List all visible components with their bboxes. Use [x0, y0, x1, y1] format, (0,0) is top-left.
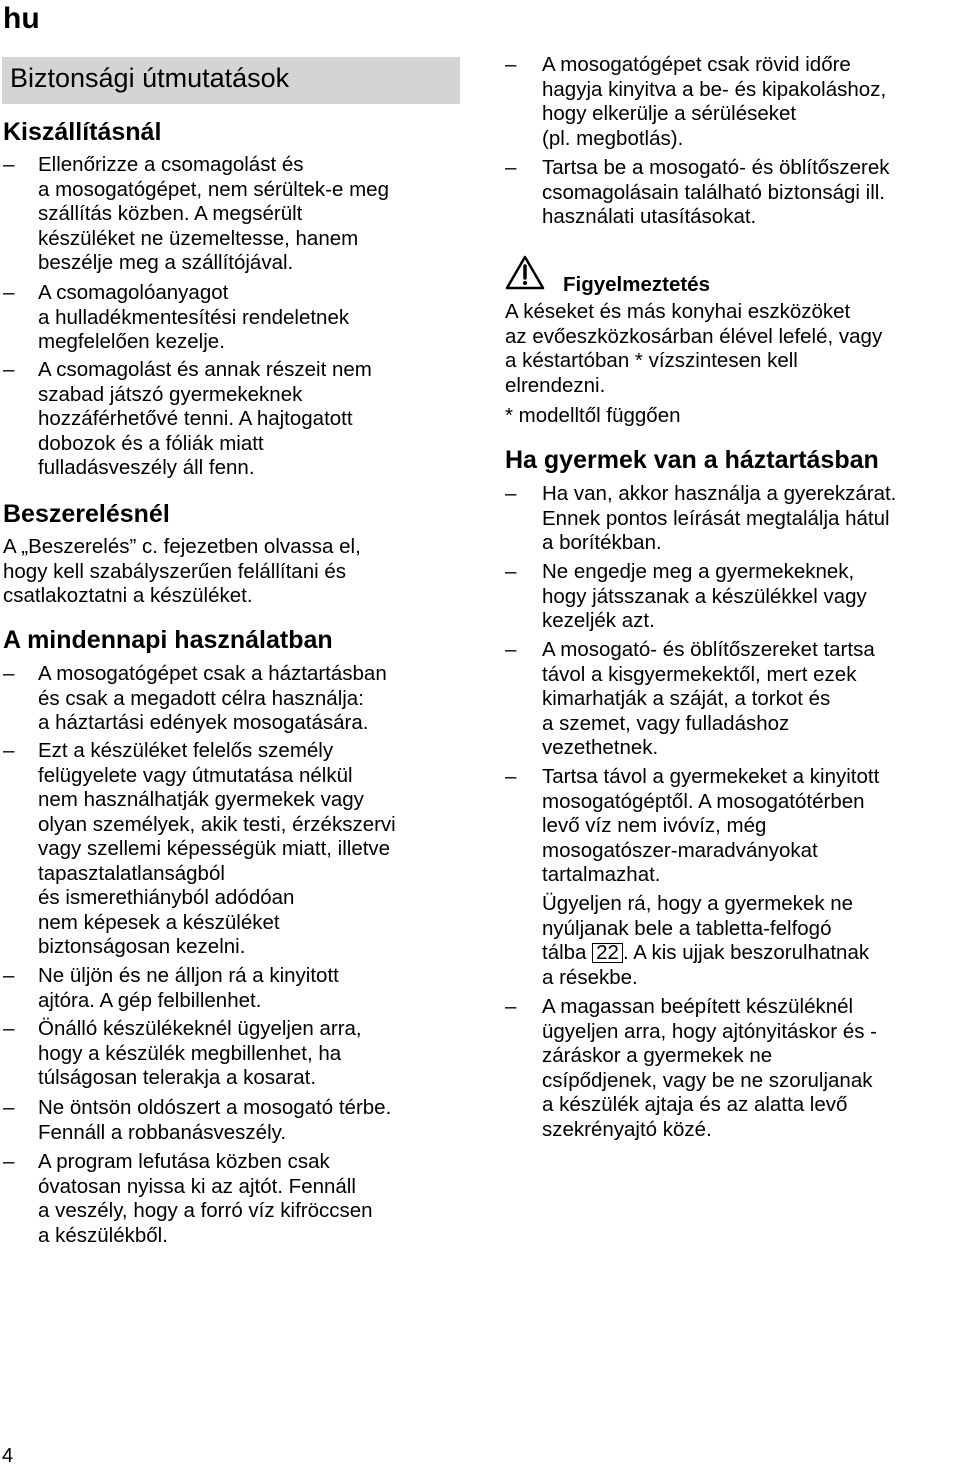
list-dash: – [505, 765, 517, 788]
warning-title: Figyelmeztetés [563, 273, 710, 296]
section-title-bar [2, 57, 460, 104]
list-dash: – [505, 638, 517, 661]
list-item-text: Önálló készülékeknél ügyeljen arra, hogy a készülék megbillenhet, ha túlságosan telerakja a kosarat. [38, 1017, 362, 1089]
list-item [505, 482, 960, 556]
list-dash: – [505, 560, 517, 583]
list-dash: – [3, 1017, 15, 1040]
list-item-text: Ne üljön és ne álljon rá a kinyitott ajtóra. A gép felbillenhet. [38, 964, 339, 1012]
list-item-text: A csomagolást és annak részeit nem szabad játszó gyermekeknek hozzáférhetővé tenni. A hajtogatott dobozok és a fóliák miatt fulladásveszély áll fenn. [38, 358, 372, 479]
list-item-text: Tartsa be a mosogató- és öblítőszerek csomagolásain található biztonsági ill. használati utasításokat. [542, 156, 890, 228]
list-item [3, 153, 473, 274]
list-item [3, 358, 473, 479]
list-item-text: A mosogatógépet csak a háztartásban és csak a megadott célra használja: a háztartási edények mosogatására. [38, 662, 387, 734]
section-title: Biztonsági útmutatások [10, 63, 290, 93]
list-item-text: Ne engedje meg a gyermekeknek, hogy játsszanak a készülékkel vagy kezeljék azt. [542, 560, 867, 632]
list-item-text: Ezt a készüléket felelős személy felügyelete vagy útmutatása nélkül nem használhatják gyermekek vagy olyan személyek, akik testi, érzékszervi vagy szellemi képességük miatt, illetve tapasztalatlanságból és ismerethiányból adódóan nem képesek a készüléket biztonságosan kezelni. [38, 739, 396, 958]
list-dash: – [3, 964, 15, 987]
list-dash: – [505, 482, 517, 505]
warning-footnote: * modelltől függően [505, 404, 681, 427]
list-dash: – [505, 156, 517, 179]
list-item [3, 1150, 473, 1247]
children-heading: Ha gyermek van a háztartásban [505, 446, 879, 474]
list-item-text: Ne öntsön oldószert a mosogató térbe. Fennáll a robbanásveszély. [38, 1096, 392, 1144]
warning-triangle-icon [505, 255, 545, 290]
list-dash: – [505, 53, 517, 76]
warning-text: A késeket és más konyhai eszközöket az evőeszközkosárban élével lefelé, vagy a késtartóban * vízszintesen kell elrendezni. [505, 300, 883, 397]
list-item-text: A program lefutása közben csak óvatosan nyissa ki az ajtót. Fennáll a veszély, hogy a forró víz kifröccsen a készülékből. [38, 1150, 373, 1247]
shipping-heading: Kiszállításnál [3, 118, 162, 146]
figure-reference: 22 [592, 943, 623, 963]
note-text-before: Ügyeljen rá, hogy a gyermekek ne nyúljanak bele a tabletta-felfogó tálba [542, 892, 854, 964]
list-dash: – [3, 1096, 15, 1119]
tablet-catcher-note [542, 892, 960, 990]
language-tag: hu [3, 2, 40, 35]
list-item [3, 662, 473, 736]
list-item [505, 765, 960, 886]
list-item [3, 739, 473, 958]
list-dash: – [505, 995, 517, 1018]
list-item [505, 53, 960, 150]
list-dash: – [3, 153, 15, 176]
installation-heading: Beszerelésnél [3, 500, 170, 528]
daily-use-heading: A mindennapi használatban [3, 626, 333, 654]
list-item [505, 995, 960, 1141]
list-item-text: A mosogatógépet csak rövid időre hagyja kinyitva a be- és kipakoláshoz, hogy elkerülje a sérüléseket (pl. megbotlás). [542, 53, 887, 150]
list-dash: – [3, 358, 15, 381]
list-item [3, 281, 473, 355]
list-item-text: Ellenőrizze a csomagolást és a mosogatógépet, nem sérültek-e meg szállítás közben. A megsérült készüléket ne üzemeltesse, hanem beszélje meg a szállítójával. [38, 153, 389, 274]
list-item-text: A csomagolóanyagot a hulladékmentesítési rendeletnek megfelelően kezelje. [38, 281, 350, 353]
list-dash: – [3, 281, 15, 304]
list-dash: – [3, 1150, 15, 1173]
list-item [505, 560, 960, 634]
list-item [505, 638, 960, 759]
installation-text: A „Beszerelés” c. fejezetben olvassa el, hogy kell szabályszerűen felállítani és csatlakoztatni a készüléket. [3, 535, 361, 607]
list-dash: – [3, 662, 15, 685]
list-item [505, 156, 960, 230]
list-item-text: A magassan beépített készüléknél ügyeljen arra, hogy ajtónyitáskor és - záráskor a gyermekek ne csípődjenek, vagy be ne szoruljanak a készülék ajtaja és az alatta levő szekrényajtó közé. [542, 995, 878, 1141]
list-item-text: Ha van, akkor használja a gyerekzárat. Ennek pontos leírását megtalálja hátul a borítékban. [542, 482, 897, 554]
list-item [3, 1017, 473, 1091]
page-number: 4 [2, 1445, 14, 1467]
list-dash: – [3, 739, 15, 762]
list-item-text: A mosogató- és öblítőszereket tartsa távol a kisgyermekektől, mert ezek kimarhatják a száját, a torkot és a szemet, vagy fulladáshoz vezethetnek. [542, 638, 875, 759]
note-text-after: . A kis ujjak beszorulhatnak a résekbe. [542, 941, 870, 989]
list-item-text: Tartsa távol a gyermekeket a kinyitott mosogatógéptől. A mosogatótérben levő víz nem ivóvíz, még mosogatószer-maradványokat tartalmazhat. [542, 765, 880, 886]
